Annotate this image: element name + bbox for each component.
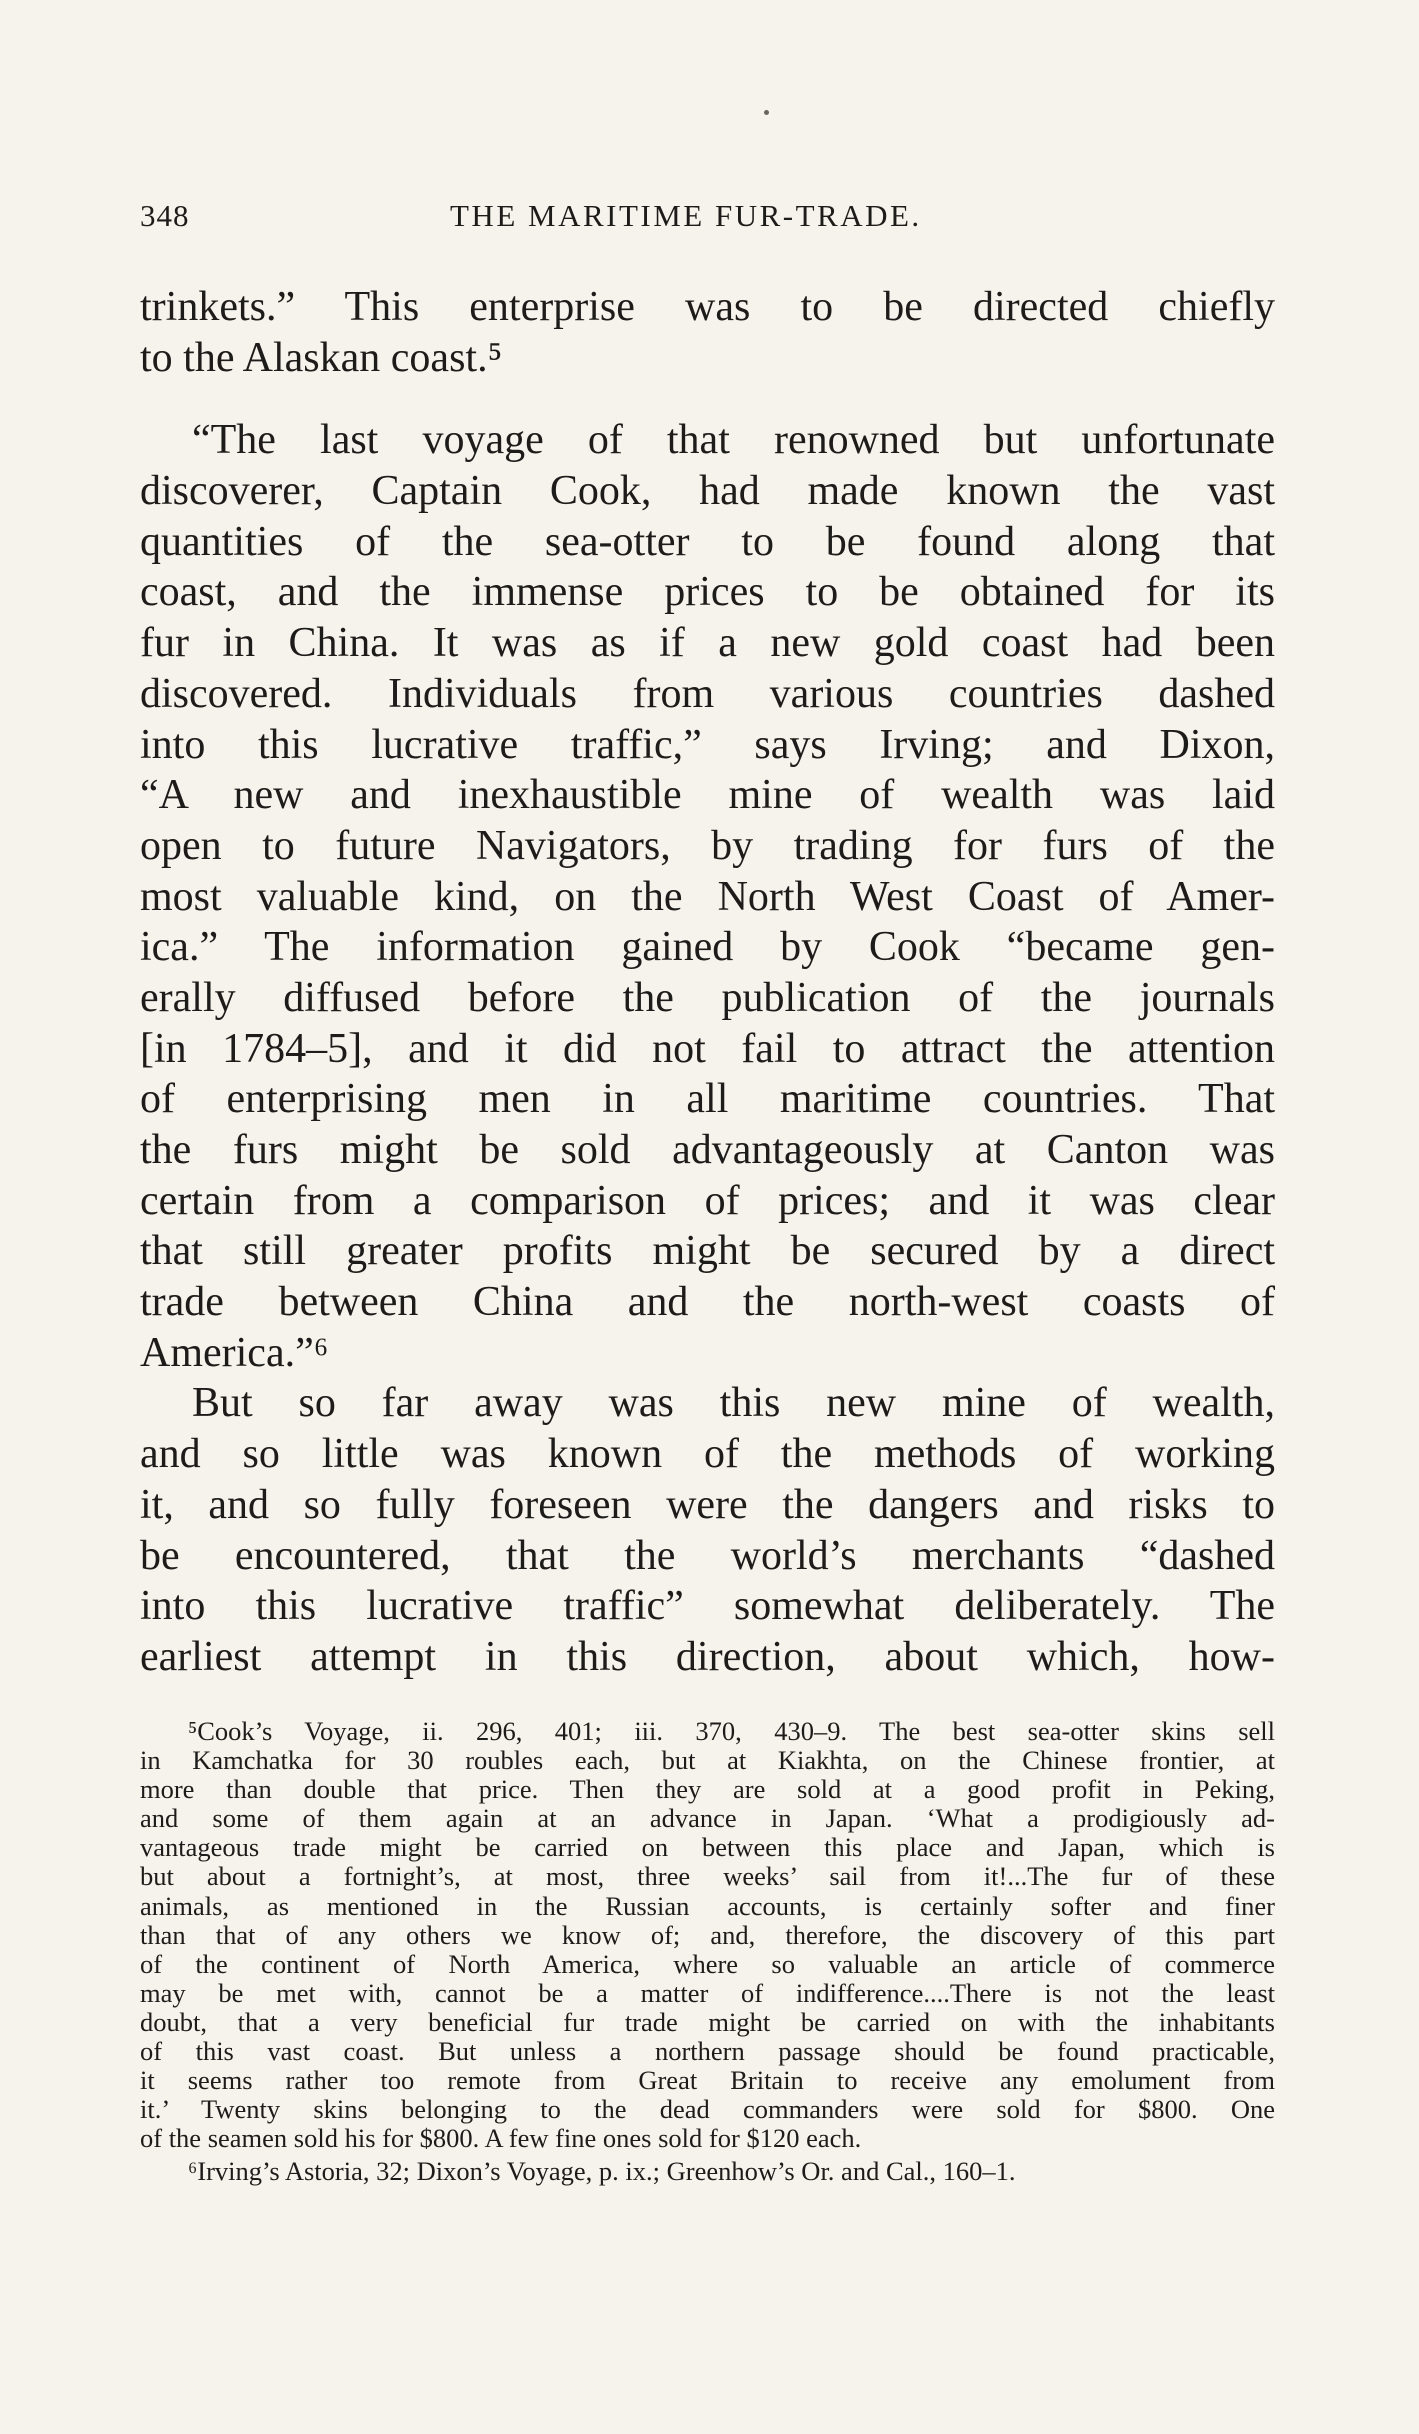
body-line: [in 1784–5], and it did not fail to attract the attention — [140, 1025, 1275, 1072]
body-line: the furs might be sold advantageously at Canton was — [140, 1127, 1275, 1173]
body-line: of enterprising men in all maritime countries. That — [140, 1076, 1275, 1123]
body-line: earliest attempt in this direction, about which, how- — [140, 1633, 1275, 1680]
footnote-line: it.’ Twenty skins belonging to the dead commanders were sold for $800. One — [140, 2095, 1275, 2125]
body-line: open to future Navigators, by trading for furs of the — [140, 822, 1275, 869]
body-line: “The last voyage of that renowned but unfortunate — [192, 417, 1275, 464]
body-line: most valuable kind, on the North West Coast of Amer- — [140, 873, 1275, 920]
body-line: it, and so fully foreseen were the dangers and risks to — [140, 1481, 1275, 1528]
page-header — [140, 198, 1275, 248]
body-line: ica.” The information gained by Cook “became gen- — [140, 924, 1275, 971]
footnote-line: may be met with, cannot be a matter of indifference....There is not the least — [140, 1978, 1275, 2008]
footnote-line: in Kamchatka for 30 roubles each, but at Kiakhta, on the Chinese frontier, at — [140, 1746, 1275, 1776]
body-line: coast, and the immense prices to be obtained for its — [140, 569, 1275, 616]
footnote-line: than that of any others we know of; and, therefore, the discovery of this part — [140, 1920, 1275, 1950]
footnote-line: doubt, that a very beneficial fur trade might be carried on with the inhabitants — [140, 2007, 1275, 2037]
body-line: trade between China and the north-west coasts of — [140, 1279, 1275, 1326]
running-head: THE MARITIME FUR-TRADE. — [450, 198, 922, 233]
body-line: quantities of the sea-otter to be found along that — [140, 518, 1275, 565]
body-line: discoverer, Captain Cook, had made known the vast — [140, 468, 1275, 515]
footnote-line: ⁵Cook’s Voyage, ii. 296, 401; iii. 370, 430–9. The best sea-otter skins sell — [188, 1717, 1275, 1746]
body-text — [140, 282, 1275, 1683]
footnote-line: of the continent of North America, where so valuable an article of commerce — [140, 1949, 1275, 1979]
footnote-line: animals, as mentioned in the Russian accounts, is certainly softer and finer — [140, 1891, 1275, 1921]
footnote-line: more than double that price. Then they are sold at a good profit in Peking, — [140, 1775, 1275, 1805]
body-line: But so far away was this new mine of wealth, — [192, 1380, 1275, 1427]
body-line: and so little was known of the methods of working — [140, 1431, 1275, 1478]
footnote-line: of this vast coast. But unless a northern passage should be found practicable, — [140, 2037, 1275, 2067]
body-line: “A new and inexhaustible mine of wealth was laid — [140, 772, 1275, 819]
body-line: into this lucrative traffic” somewhat deliberately. The — [140, 1583, 1275, 1630]
footnotes — [140, 1717, 1275, 2187]
footnote-line: ⁶Irving’s Astoria, 32; Dixon’s Voyage, p. ix.; Greenhow’s Or. and Cal., 160–1. — [188, 2157, 1016, 2187]
body-line: trinkets.” This enterprise was to be directed chiefly — [140, 284, 1275, 330]
body-line: America.”⁶ — [140, 1329, 329, 1376]
body-line: certain from a comparison of prices; and it was clear — [140, 1177, 1275, 1224]
body-line: that still greater profits might be secured by a direct — [140, 1228, 1275, 1275]
body-line: to the Alaskan coast.⁵ — [140, 334, 503, 381]
footnote-line: and some of them again at an advance in Japan. ‘What a prodigiously ad- — [140, 1804, 1275, 1834]
body-line: discovered. Individuals from various countries dashed — [140, 670, 1275, 717]
page-number: 348 — [140, 198, 190, 233]
footnote-line: but about a fortnight’s, at most, three weeks’ sail from it!...The fur of these — [140, 1862, 1275, 1892]
print-speck — [764, 110, 769, 115]
body-line: be encountered, that the world’s merchants “dashed — [140, 1532, 1275, 1579]
footnote-line: of the seamen sold his for $800. A few fine ones sold for $120 each. — [140, 2124, 862, 2154]
footnote-line: vantageous trade might be carried on between this place and Japan, which is — [140, 1833, 1275, 1863]
body-line: erally diffused before the publication of the journals — [140, 974, 1275, 1021]
body-line: fur in China. It was as if a new gold coast had been — [140, 620, 1275, 667]
footnote-line: it seems rather too remote from Great Britain to receive any emolument from — [140, 2066, 1275, 2096]
body-line: into this lucrative traffic,” says Irving; and Dixon, — [140, 721, 1275, 768]
